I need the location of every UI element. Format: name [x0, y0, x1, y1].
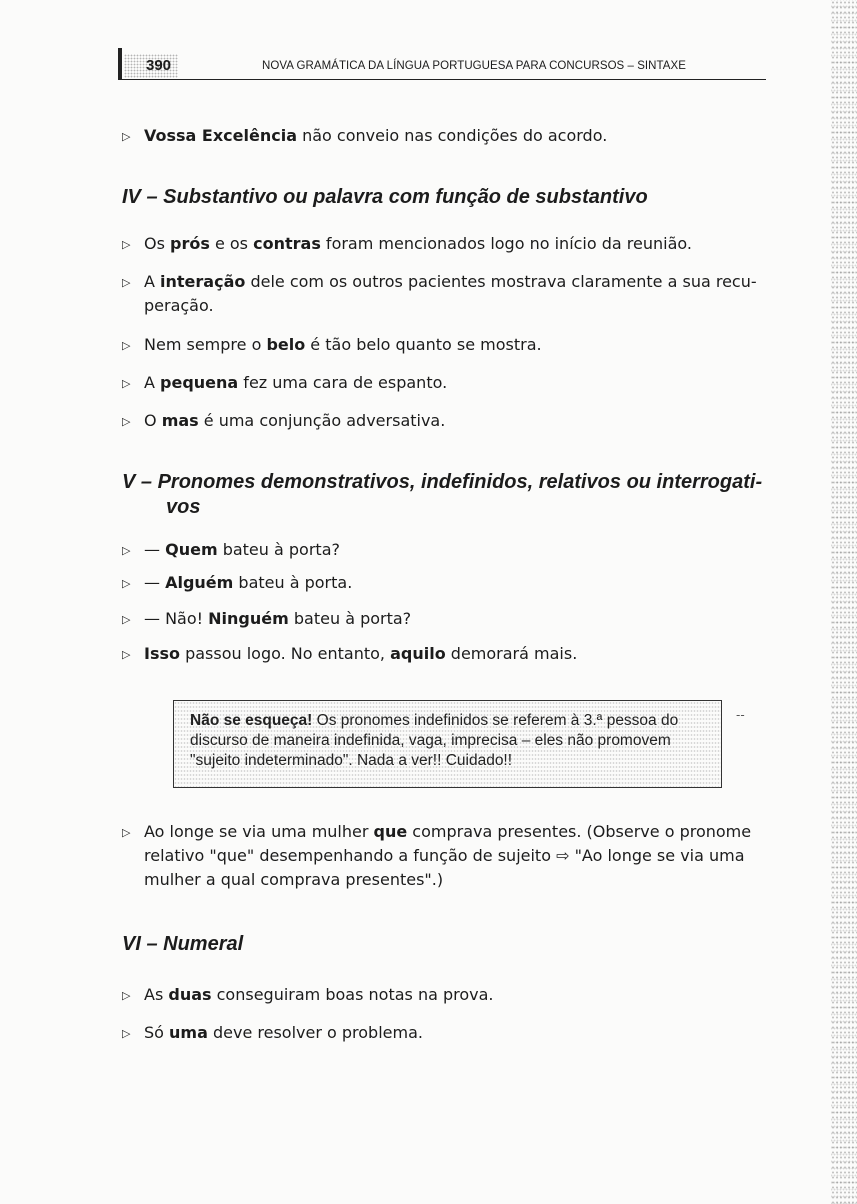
text: dele com os outros pacientes mostrava claramente a sua recu-: [245, 272, 757, 291]
page-header: [118, 48, 766, 80]
bullet-icon: ▷: [122, 339, 131, 352]
text: deve resolver o problema.: [207, 1023, 423, 1042]
example-continuation: peração.: [144, 296, 214, 315]
note-line: [190, 711, 678, 730]
example-line: [122, 335, 542, 356]
example-line: [122, 234, 692, 255]
text: é tão belo quanto se mostra.: [305, 335, 542, 354]
example-line: [122, 373, 447, 394]
note-line: "sujeito indeterminado". Nada a ver!! Cuidado!!: [190, 752, 513, 769]
bullet-icon: ▷: [122, 415, 131, 428]
highlight: Isso: [144, 644, 180, 663]
warning-note-box: [173, 700, 722, 788]
text: Nem sempre o: [144, 335, 267, 354]
header-rule: [118, 79, 766, 80]
text: Os pronomes indefinidos se referem à 3.ª pessoa do: [312, 712, 679, 729]
example-line: [122, 540, 340, 561]
text: fez uma cara de espanto.: [238, 373, 448, 392]
bullet-icon: ▷: [122, 826, 131, 839]
bullet-icon: ▷: [122, 577, 131, 590]
note-line: discurso de maneira indefinida, vaga, imprecisa – eles não promovem: [190, 732, 671, 749]
side-mark: --: [736, 708, 745, 722]
text: é uma conjunção adversativa.: [198, 411, 446, 430]
text: — Não!: [144, 609, 209, 628]
text: comprava presentes. (Observe o pronome: [407, 822, 752, 841]
bullet-icon: ▷: [122, 544, 131, 557]
example-continuation: relativo "que" desempenhando a função de sujeito ⇨ "Ao longe se via uma: [144, 846, 745, 865]
text: bateu à porta?: [288, 609, 412, 628]
text: Os: [144, 234, 171, 253]
highlight: interação: [160, 272, 246, 291]
highlight: Quem: [165, 540, 218, 559]
text: Ao longe se via uma mulher: [144, 822, 374, 841]
text: A: [144, 272, 161, 291]
note-bold: Não se esqueça!: [190, 712, 313, 729]
text: passou logo. No entanto,: [180, 644, 391, 663]
text: bateu à porta?: [217, 540, 340, 559]
highlight: que: [373, 822, 408, 841]
text: Só: [144, 1023, 170, 1042]
example-line: [122, 272, 757, 293]
text: bateu à porta.: [233, 573, 353, 592]
highlight: Ninguém: [208, 609, 289, 628]
highlight: prós: [170, 234, 210, 253]
text: —: [144, 540, 166, 559]
example-line: [122, 644, 577, 665]
example-line: [122, 126, 607, 147]
highlight: mas: [161, 411, 199, 430]
bullet-icon: ▷: [122, 1027, 131, 1040]
bullet-icon: ▷: [122, 238, 131, 251]
bullet-icon: ▷: [122, 613, 131, 626]
page-number: 390: [124, 54, 178, 78]
text: —: [144, 573, 166, 592]
section-heading-v: V – Pronomes demonstrativos, indefinidos, relativos ou interrogati-: [122, 471, 763, 493]
example-line: [122, 573, 352, 594]
highlight: uma: [169, 1023, 208, 1042]
example-continuation: mulher a qual comprava presentes".): [144, 870, 444, 889]
section-heading-iv: IV – Substantivo ou palavra com função de substantivo: [122, 186, 648, 208]
highlight: contras: [253, 234, 321, 253]
bullet-icon: ▷: [122, 648, 131, 661]
example-line: [122, 411, 445, 432]
page-number-bar: [118, 48, 122, 80]
section-heading-vi: VI – Numeral: [122, 933, 244, 955]
highlight: belo: [266, 335, 306, 354]
example-line: [122, 822, 751, 843]
bullet-icon: ▷: [122, 276, 131, 289]
text: não conveio nas condições do acordo.: [297, 126, 608, 145]
text: demorará mais.: [445, 644, 578, 663]
highlight: aquilo: [390, 644, 446, 663]
text: foram mencionados logo no início da reunião.: [320, 234, 692, 253]
bullet-icon: ▷: [122, 989, 131, 1002]
highlight: pequena: [160, 373, 239, 392]
bullet-icon: ▷: [122, 377, 131, 390]
highlight: Vossa Excelência: [144, 126, 297, 145]
text: A: [144, 373, 161, 392]
highlight: Alguém: [165, 573, 234, 592]
page-edge-speckle: [831, 0, 857, 1204]
highlight: duas: [168, 985, 212, 1004]
text: conseguiram boas notas na prova.: [211, 985, 494, 1004]
text: As: [144, 985, 169, 1004]
text: e os: [209, 234, 254, 253]
bullet-icon: ▷: [122, 130, 131, 143]
example-line: [122, 609, 411, 630]
example-line: [122, 1023, 423, 1044]
text: O: [144, 411, 162, 430]
example-line: [122, 985, 494, 1006]
running-title: NOVA GRAMÁTICA DA LÍNGUA PORTUGUESA PARA CONCURSOS – SINTAXE: [262, 60, 686, 72]
section-heading-v-continuation: vos: [166, 496, 201, 518]
